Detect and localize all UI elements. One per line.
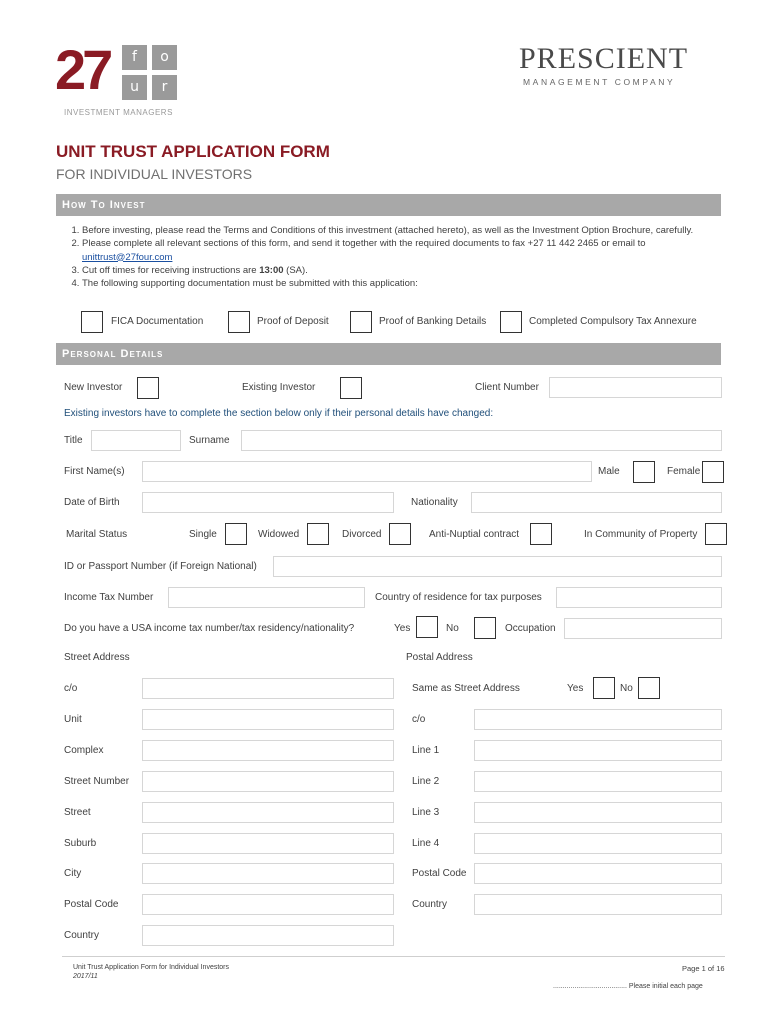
street-complex-field[interactable]: [142, 740, 394, 761]
dob-label: Date of Birth: [64, 497, 120, 508]
footer-divider: [62, 956, 725, 957]
id-number-field[interactable]: [273, 556, 722, 577]
instruction-3-post: (SA).: [283, 264, 308, 276]
proof-of-banking-checkbox[interactable]: [350, 311, 372, 333]
street-number-label: Street Number: [64, 776, 130, 787]
income-tax-field[interactable]: [168, 587, 365, 608]
street-postal-code-field[interactable]: [142, 894, 394, 915]
usa-yes-label: Yes: [394, 623, 411, 634]
tax-annexure-label: Completed Compulsory Tax Annexure: [529, 316, 697, 327]
postal-line4-label: Line 4: [412, 838, 440, 849]
section-heading: How To Invest: [62, 199, 146, 211]
logo-letter-o: o: [152, 45, 177, 70]
divorced-label: Divorced: [342, 529, 382, 540]
country-tax-field[interactable]: [556, 587, 722, 608]
first-names-field[interactable]: [142, 461, 592, 482]
postal-line2-field[interactable]: [474, 771, 722, 792]
postal-country-label: Country: [412, 899, 448, 910]
footer-initial-note: ...................................... Please initial each page: [553, 983, 703, 990]
icop-label: In Community of Property: [584, 529, 698, 540]
marital-status-label: Marital Status: [66, 529, 128, 540]
single-label: Single: [189, 529, 217, 540]
street-co-label: c/o: [64, 683, 78, 694]
icop-checkbox[interactable]: [705, 523, 727, 545]
single-checkbox[interactable]: [225, 523, 247, 545]
existing-investor-note: Existing investors have to complete the section below only if their personal details have changed:: [64, 408, 494, 419]
city-field[interactable]: [142, 863, 394, 884]
anc-checkbox[interactable]: [530, 523, 552, 545]
instruction-3-pre: Cut off times for receiving instructions are: [82, 264, 260, 276]
partner-sub: MANAGEMENT COMPANY: [523, 77, 676, 87]
street-co-field[interactable]: [142, 678, 394, 699]
street-address-heading: Street Address: [64, 652, 130, 663]
street-postal-code-label: Postal Code: [64, 899, 119, 910]
instruction-2-text: Please complete all relevant sections of this form, and send it together with the required documents to fax +27 11 442 2465 or email to: [82, 238, 646, 250]
first-names-label: First Name(s): [64, 466, 125, 477]
usa-yes-checkbox[interactable]: [416, 616, 438, 638]
widowed-checkbox[interactable]: [307, 523, 329, 545]
same-no-label: No: [620, 683, 633, 694]
surname-field[interactable]: [241, 430, 722, 451]
instructions-list: [64, 224, 734, 290]
postal-line1-field[interactable]: [474, 740, 722, 761]
divorced-checkbox[interactable]: [389, 523, 411, 545]
nationality-label: Nationality: [411, 497, 458, 508]
instruction-3: [82, 264, 734, 277]
proof-of-banking-label: Proof of Banking Details: [379, 316, 487, 327]
street-label: Street: [64, 807, 91, 818]
street-country-label: Country: [64, 930, 100, 941]
postal-co-field[interactable]: [474, 709, 722, 730]
usa-question-label: Do you have a USA income tax number/tax residency/nationality?: [64, 623, 355, 634]
logo-tagline: INVESTMENT MANAGERS: [64, 108, 173, 117]
existing-investor-label: Existing Investor: [242, 382, 316, 393]
surname-label: Surname: [189, 435, 230, 446]
usa-no-label: No: [446, 623, 459, 634]
male-label: Male: [598, 466, 620, 477]
postal-line2-label: Line 2: [412, 776, 440, 787]
personal-details-header: [56, 343, 721, 365]
logo-letter-u: u: [122, 75, 147, 100]
dob-field[interactable]: [142, 492, 394, 513]
same-as-street-label: Same as Street Address: [412, 683, 520, 694]
suburb-field[interactable]: [142, 833, 394, 854]
new-investor-checkbox[interactable]: [137, 377, 159, 399]
client-number-field[interactable]: [549, 377, 722, 398]
street-field[interactable]: [142, 802, 394, 823]
nationality-field[interactable]: [471, 492, 722, 513]
id-number-label: ID or Passport Number (if Foreign National): [64, 561, 257, 572]
same-no-checkbox[interactable]: [638, 677, 660, 699]
proof-of-deposit-checkbox[interactable]: [228, 311, 250, 333]
postal-code-label: Postal Code: [412, 868, 467, 879]
footer-doc-name: Unit Trust Application Form for Individual Investors: [73, 964, 230, 971]
instruction-1: 1. Before investing, please read the Terms and Conditions of this investment (attached hereto), as well as the Investment Option Brochure, carefully.: [82, 224, 734, 237]
form-title: UNIT TRUST APPLICATION FORM: [56, 142, 330, 161]
fica-label: FICA Documentation: [111, 316, 204, 327]
tax-annexure-checkbox[interactable]: [500, 311, 522, 333]
existing-investor-checkbox[interactable]: [340, 377, 362, 399]
partner-name: PRESCIENT: [519, 42, 689, 75]
postal-line4-field[interactable]: [474, 833, 722, 854]
female-label: Female: [667, 466, 701, 477]
postal-line3-label: Line 3: [412, 807, 440, 818]
fica-checkbox[interactable]: [81, 311, 103, 333]
postal-country-field[interactable]: [474, 894, 722, 915]
city-label: City: [64, 868, 82, 879]
footer-page-number: Page 1 of 16: [682, 964, 725, 973]
usa-no-checkbox[interactable]: [474, 617, 496, 639]
female-checkbox[interactable]: [702, 461, 724, 483]
male-checkbox[interactable]: [633, 461, 655, 483]
postal-line3-field[interactable]: [474, 802, 722, 823]
anc-label: Anti-Nuptial contract: [429, 529, 520, 540]
street-unit-label: Unit: [64, 714, 82, 725]
section-heading: Personal Details: [62, 348, 164, 360]
logo-number: 27: [55, 38, 110, 101]
postal-address-heading: Postal Address: [406, 652, 473, 663]
postal-line1-label: Line 1: [412, 745, 440, 756]
same-yes-checkbox[interactable]: [593, 677, 615, 699]
postal-co-label: c/o: [412, 714, 426, 725]
how-to-invest-header: [56, 194, 721, 216]
street-complex-label: Complex: [64, 745, 104, 756]
logo-letter-f: f: [122, 45, 147, 70]
occupation-label: Occupation: [505, 623, 556, 634]
new-investor-label: New Investor: [64, 382, 123, 393]
widowed-label: Widowed: [258, 529, 300, 540]
street-number-field[interactable]: [142, 771, 394, 792]
street-country-field[interactable]: [142, 925, 394, 946]
email-link[interactable]: unittrust@27four.com: [82, 251, 173, 263]
income-tax-label: Income Tax Number: [64, 592, 154, 603]
same-yes-label: Yes: [567, 683, 584, 694]
title-label: Title: [64, 435, 83, 446]
instruction-4: 4. The following supporting documentation must be submitted with this application:: [82, 277, 734, 290]
cutoff-time: 13:00: [259, 264, 284, 276]
proof-of-deposit-label: Proof of Deposit: [257, 316, 329, 327]
country-tax-label: Country of residence for tax purposes: [375, 592, 542, 603]
title-field[interactable]: [91, 430, 181, 451]
instruction-2: [82, 237, 734, 264]
client-number-label: Client Number: [475, 382, 539, 393]
logo-letter-r: r: [152, 75, 177, 100]
form-subtitle: FOR INDIVIDUAL INVESTORS: [56, 166, 253, 182]
street-unit-field[interactable]: [142, 709, 394, 730]
footer-version: 2017/11: [73, 973, 98, 980]
suburb-label: Suburb: [64, 838, 97, 849]
postal-code-field[interactable]: [474, 863, 722, 884]
occupation-field[interactable]: [564, 618, 722, 639]
